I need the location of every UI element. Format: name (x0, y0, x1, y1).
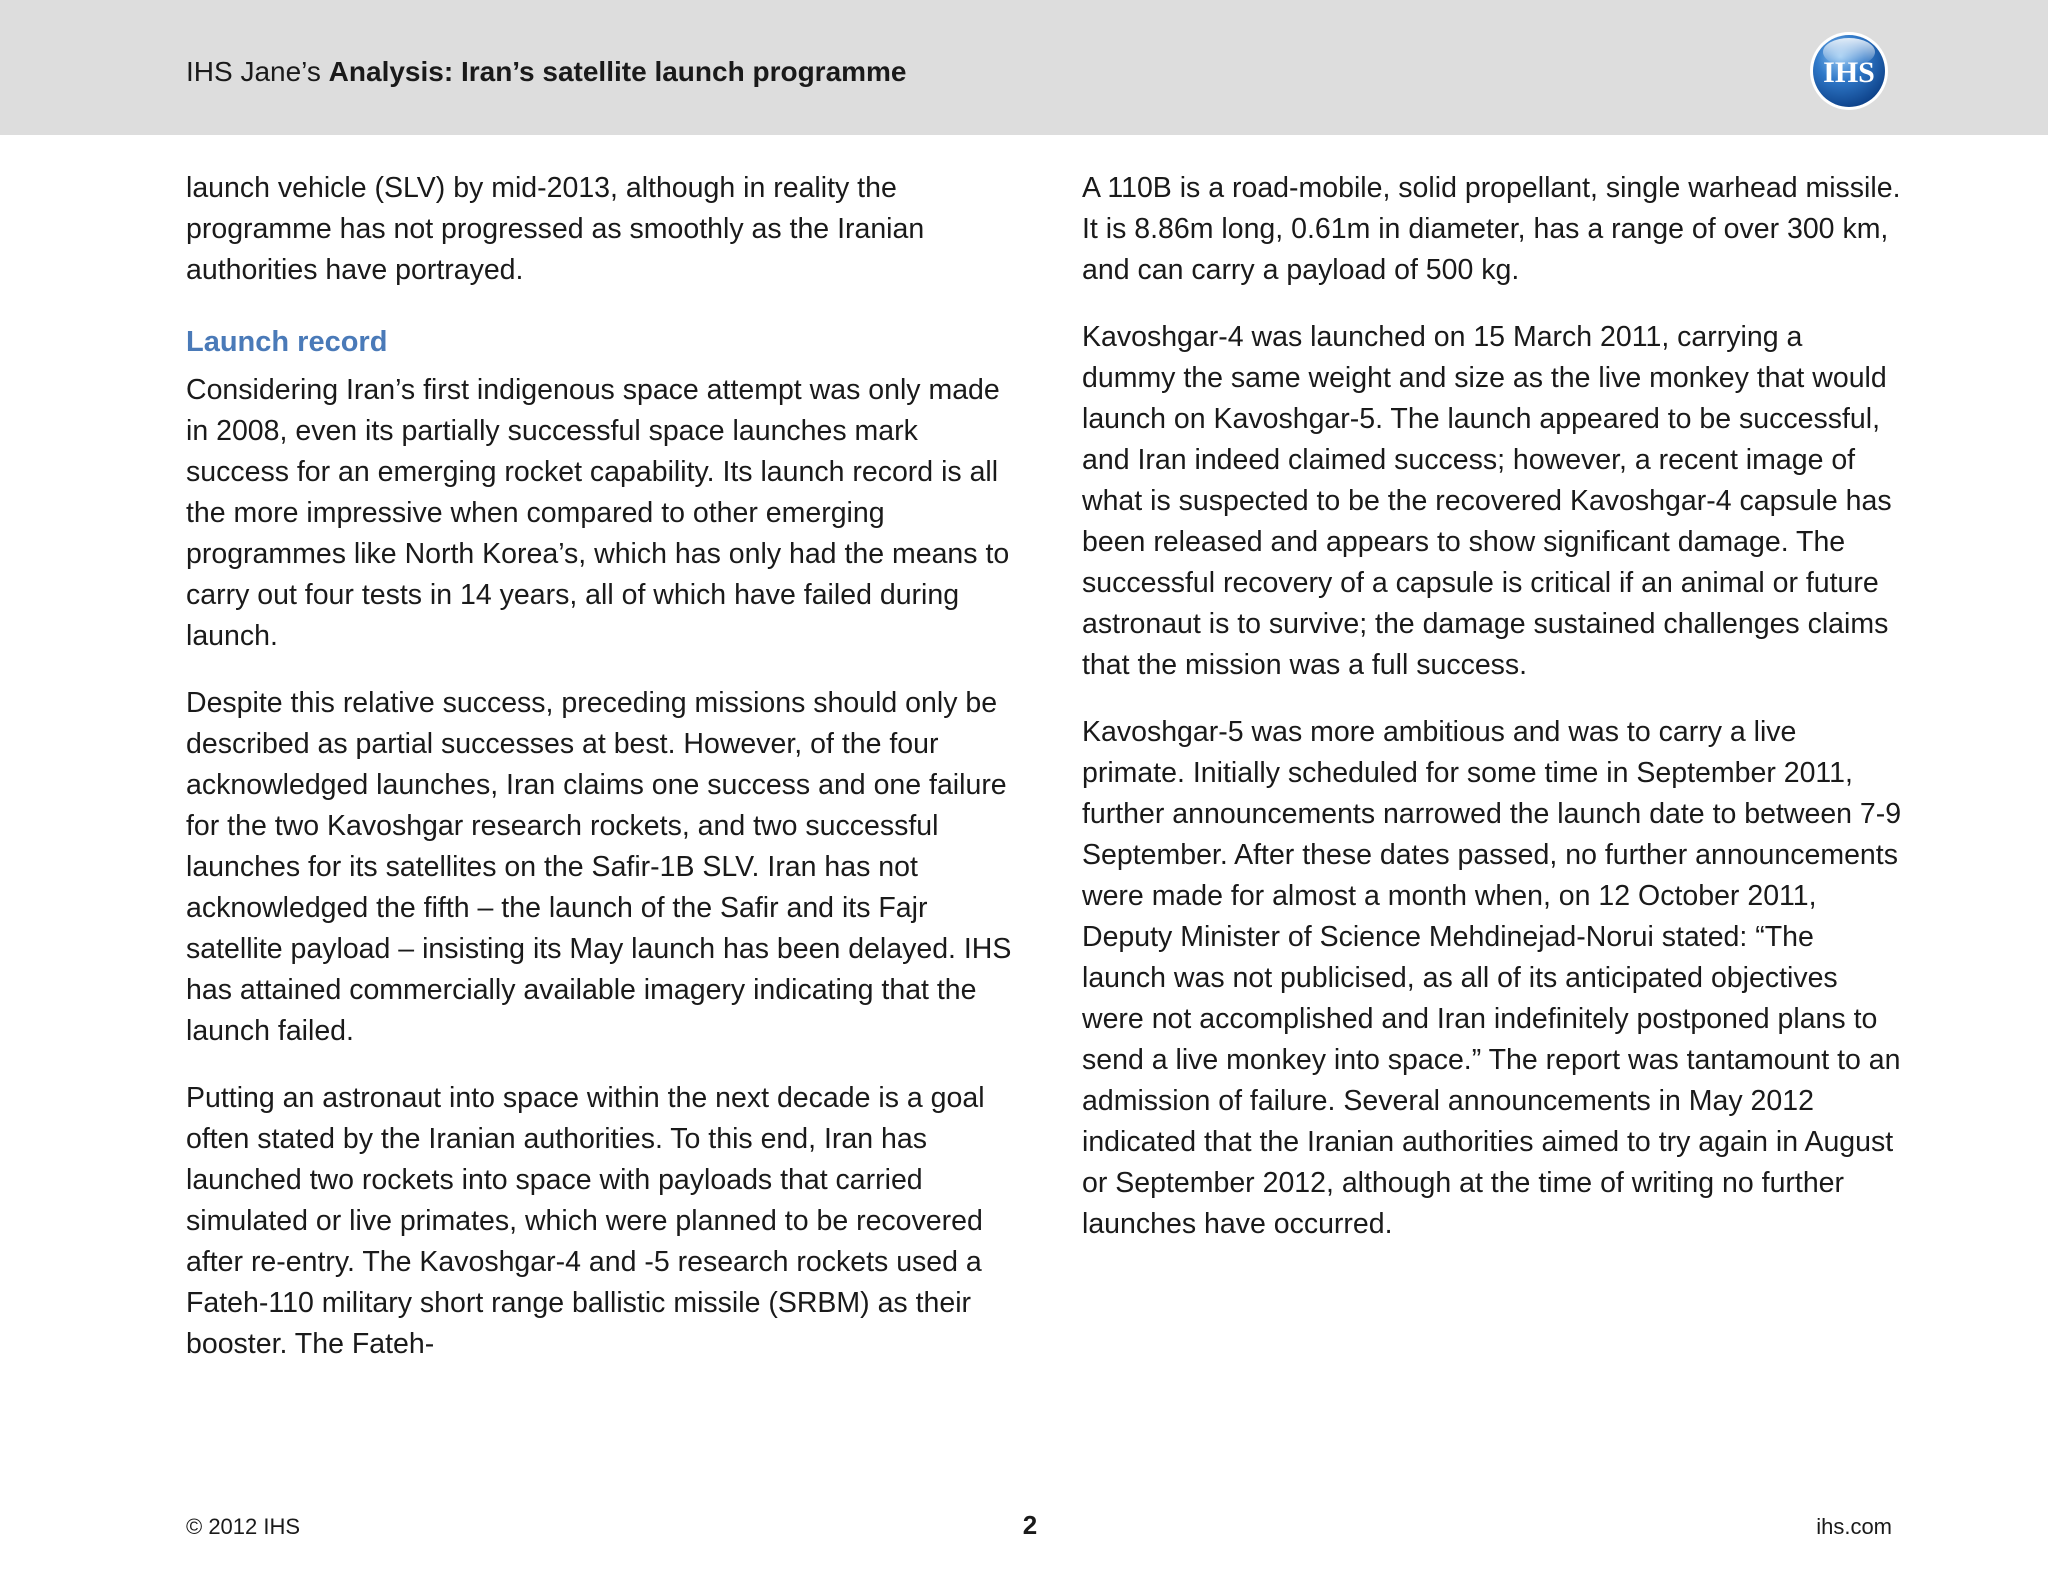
site-link[interactable]: ihs.com (1816, 1514, 1892, 1539)
header-title (186, 54, 907, 90)
document-title: Analysis: Iran’s satellite launch programme (328, 56, 907, 87)
section-heading-launch-record: Launch record (186, 326, 388, 358)
logo-text: IHS (1823, 56, 1875, 89)
page-number: 2 (1022, 1510, 1038, 1540)
paragraph: launch vehicle (SLV) by mid-2013, although in reality the programme has not progressed as smoothly as the Iranian authorities have portrayed. (186, 172, 925, 286)
paragraph: Despite this relative success, preceding missions should only be described as partial successes at best. However, of the four acknowledged launches, Iran claims one success and one failure for the two Kavoshgar research rockets, and two successful launches for its satellites on the Safir-1B SLV. Iran has not acknowledged the fifth – the launch of the Safir and its Fajr satellite payload – insisting its May launch has been delayed. IHS has attained commercially available imagery indicating that the launch failed. (186, 687, 1012, 1047)
left-column (186, 168, 1016, 1391)
header-brand: IHS Jane’s (186, 56, 321, 87)
paragraph: Kavoshgar-5 was more ambitious and was to carry a live primate. Initially scheduled for some time in September 2011, further announcements narrowed the launch date to between 7-9 September. After these dates passed, no further announcements were made for almost a month when, on 12 October 2011, Deputy Minister of Science Mehdinejad-Norui stated: “The launch was not publicised, as all of its anticipated objectives were not accomplished and Iran indefinitely postponed plans to send a live monkey into space.” The report was tantamount to an admission of failure. Several announcements in May 2012 indicated that the Iranian authorities aimed to try again in August or September 2012, although at the time of writing no further launches have occurred. (1082, 716, 1902, 1240)
paragraph: Considering Iran’s first indigenous space attempt was only made in 2008, even its partially successful space launches mark success for an emerging rocket capability. Its launch record is all the more impressive when compared to other emerging programmes like North Korea’s, which has only had the means to carry out four tests in 14 years, all of which have failed during launch. (186, 374, 1010, 652)
paragraph: Kavoshgar-4 was launched on 15 March 2011, carrying a dummy the same weight and size as the live monkey that would launch on Kavoshgar-5. The launch appeared to be successful, and Iran indeed claimed success; however, a recent image of what is suspected to be the recovered Kavoshgar-4 capsule has been released and appears to show significant damage. The successful recovery of a capsule is critical if an animal or future astronaut is to survive; the damage sustained challenges claims that the mission was a full success. (1082, 321, 1892, 681)
paragraph: A 110B is a road-mobile, solid propellant, single warhead missile. It is 8.86m long, 0.61m in diameter, has a range of over 300 km, and can carry a payload of 500 kg. (1082, 172, 1901, 286)
page-footer (0, 1512, 2048, 1552)
ihs-logo-icon (1808, 30, 1890, 112)
copyright-notice: © 2012 IHS (186, 1514, 301, 1539)
paragraph: Putting an astronaut into space within the next decade is a goal often stated by the Iranian authorities. To this end, Iran has launched two rockets into space with payloads that carried simulated or live primates, which were planned to be recovered after re-entry. The Kavoshgar-4 and -5 research rockets used a Fateh-110 military short range ballistic missile (SRBM) as their booster. The Fateh- (186, 1082, 985, 1360)
page-header (0, 0, 2048, 135)
right-column (1082, 168, 1902, 1271)
